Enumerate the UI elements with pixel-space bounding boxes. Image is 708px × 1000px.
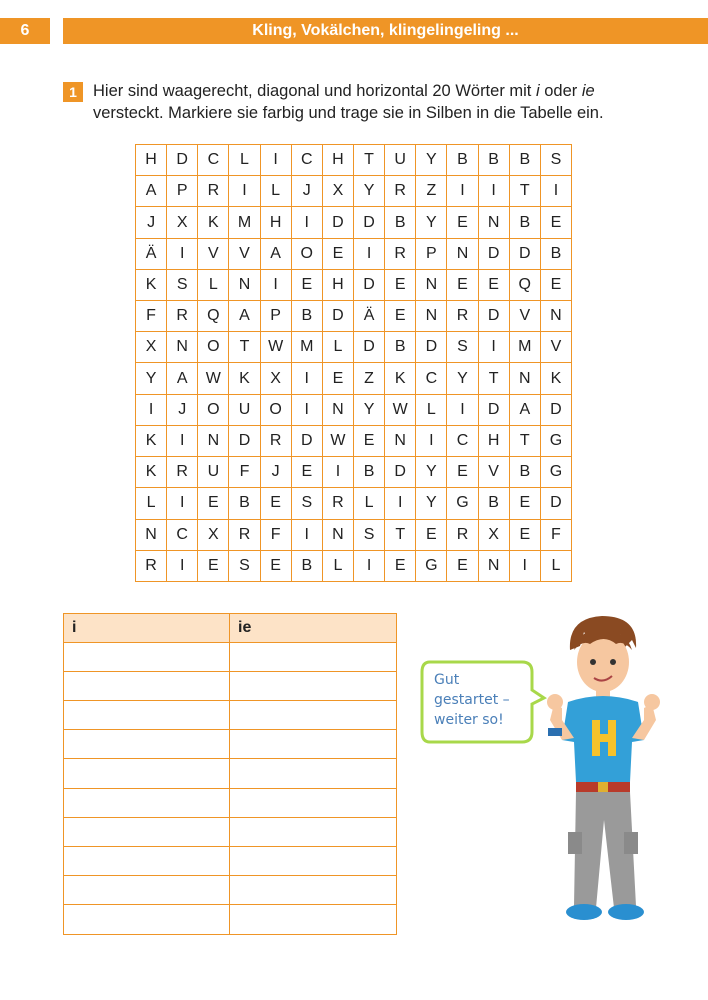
letter-cell[interactable]: J xyxy=(136,207,167,238)
letter-cell[interactable]: P xyxy=(416,239,447,270)
letter-cell[interactable]: R xyxy=(385,176,416,207)
letter-cell[interactable]: B xyxy=(354,457,385,488)
letter-cell[interactable]: Ä xyxy=(354,301,385,332)
letter-cell[interactable]: D xyxy=(510,239,541,270)
task-instruction xyxy=(63,80,683,124)
letter-cell[interactable]: E xyxy=(510,520,541,551)
letter-cell[interactable]: V xyxy=(541,332,572,363)
letter-cell[interactable]: B xyxy=(229,488,260,519)
table-cell-ie[interactable] xyxy=(230,759,396,788)
letter-cell[interactable]: D xyxy=(292,426,323,457)
letter-cell[interactable]: D xyxy=(354,332,385,363)
table-cell-i[interactable] xyxy=(64,759,230,788)
letter-cell[interactable]: M xyxy=(292,332,323,363)
letter-cell[interactable]: K xyxy=(198,207,229,238)
letter-cell[interactable]: E xyxy=(261,551,292,582)
letter-cell[interactable]: I xyxy=(510,551,541,582)
table-cell-ie[interactable] xyxy=(230,818,396,847)
task-text xyxy=(93,80,683,124)
letter-cell[interactable]: J xyxy=(167,395,198,426)
letter-cell[interactable]: X xyxy=(167,207,198,238)
letter-cell[interactable]: I xyxy=(416,426,447,457)
letter-cell[interactable]: F xyxy=(261,520,292,551)
letter-cell[interactable]: D xyxy=(541,395,572,426)
letter-cell[interactable]: C xyxy=(416,363,447,394)
task-text-part: oder xyxy=(539,82,582,100)
letter-cell[interactable]: Y xyxy=(354,176,385,207)
table-cell-i[interactable] xyxy=(64,876,230,905)
letter-cell[interactable]: V xyxy=(479,457,510,488)
column-header-i: i xyxy=(64,614,230,643)
letter-cell[interactable]: F xyxy=(136,301,167,332)
letter-cell[interactable]: C xyxy=(292,145,323,176)
letter-cell[interactable]: L xyxy=(323,551,354,582)
column-header-ie: ie xyxy=(230,614,396,643)
letter-cell[interactable]: E xyxy=(447,551,478,582)
table-cell-i[interactable] xyxy=(64,672,230,701)
letter-cell[interactable]: V xyxy=(198,239,229,270)
letter-cell[interactable]: N xyxy=(323,395,354,426)
page-header xyxy=(0,18,708,44)
letter-cell[interactable]: I xyxy=(167,488,198,519)
letter-cell[interactable]: E xyxy=(292,457,323,488)
table-cell-ie[interactable] xyxy=(230,847,396,876)
letter-cell[interactable]: D xyxy=(354,207,385,238)
table-cell-i[interactable] xyxy=(64,701,230,730)
letter-cell[interactable]: R xyxy=(229,520,260,551)
letter-cell[interactable]: L xyxy=(136,488,167,519)
letter-cell[interactable]: N xyxy=(510,363,541,394)
letter-cell[interactable]: C xyxy=(198,145,229,176)
letter-cell[interactable]: B xyxy=(447,145,478,176)
letter-cell[interactable]: I xyxy=(447,176,478,207)
letter-cell[interactable]: S xyxy=(541,145,572,176)
letter-cell[interactable]: I xyxy=(541,176,572,207)
letter-cell[interactable]: N xyxy=(229,270,260,301)
letter-cell[interactable]: N xyxy=(479,207,510,238)
letter-cell[interactable]: L xyxy=(229,145,260,176)
bubble-line: gestartet – xyxy=(434,692,510,708)
letter-cell[interactable]: I xyxy=(167,239,198,270)
letter-cell[interactable]: I xyxy=(354,551,385,582)
letter-cell[interactable]: I xyxy=(479,176,510,207)
letter-cell[interactable]: S xyxy=(292,488,323,519)
letter-cell[interactable]: V xyxy=(510,301,541,332)
letter-cell[interactable]: N xyxy=(136,520,167,551)
letter-cell[interactable]: F xyxy=(229,457,260,488)
letter-cell[interactable]: I xyxy=(292,207,323,238)
letter-cell[interactable]: W xyxy=(198,363,229,394)
table-cell-ie[interactable] xyxy=(230,876,396,905)
letter-cell[interactable]: E xyxy=(479,270,510,301)
letter-cell[interactable]: D xyxy=(323,301,354,332)
letter-cell[interactable]: X xyxy=(323,176,354,207)
letter-cell[interactable]: E xyxy=(510,488,541,519)
letter-cell[interactable]: S xyxy=(229,551,260,582)
letter-cell[interactable]: N xyxy=(541,301,572,332)
mascot-boy-illustration xyxy=(540,610,670,945)
letter-cell[interactable]: E xyxy=(385,301,416,332)
letter-cell[interactable]: P xyxy=(261,301,292,332)
letter-cell[interactable]: A xyxy=(229,301,260,332)
letter-cell[interactable]: H xyxy=(323,270,354,301)
letter-cell[interactable]: E xyxy=(261,488,292,519)
letter-cell[interactable]: U xyxy=(198,457,229,488)
letter-cell[interactable]: W xyxy=(261,332,292,363)
letter-cell[interactable]: D xyxy=(385,457,416,488)
table-cell-i[interactable] xyxy=(64,847,230,876)
letter-cell[interactable]: J xyxy=(261,457,292,488)
letter-cell[interactable]: I xyxy=(167,426,198,457)
letter-cell[interactable]: I xyxy=(323,457,354,488)
letter-cell[interactable]: Z xyxy=(354,363,385,394)
letter-cell[interactable]: R xyxy=(136,551,167,582)
letter-cell[interactable]: T xyxy=(385,520,416,551)
letter-cell[interactable]: L xyxy=(323,332,354,363)
letter-cell[interactable]: N xyxy=(479,551,510,582)
letter-cell[interactable]: B xyxy=(292,301,323,332)
letter-cell[interactable]: O xyxy=(198,332,229,363)
letter-cell[interactable]: N xyxy=(447,239,478,270)
letter-cell[interactable]: B xyxy=(479,145,510,176)
letter-cell[interactable]: W xyxy=(323,426,354,457)
letter-cell[interactable]: U xyxy=(229,395,260,426)
letter-cell[interactable]: G xyxy=(416,551,447,582)
letter-cell[interactable]: X xyxy=(261,363,292,394)
letter-cell[interactable]: L xyxy=(541,551,572,582)
letter-cell[interactable]: U xyxy=(385,145,416,176)
letter-cell[interactable]: B xyxy=(479,488,510,519)
letter-cell[interactable]: Y xyxy=(416,488,447,519)
letter-cell[interactable]: I xyxy=(136,395,167,426)
letter-cell[interactable]: D xyxy=(229,426,260,457)
table-cell-ie[interactable] xyxy=(230,643,396,672)
letter-cell[interactable]: R xyxy=(447,520,478,551)
letter-cell[interactable]: Y xyxy=(416,145,447,176)
letter-cell[interactable]: R xyxy=(167,301,198,332)
letter-cell[interactable]: E xyxy=(447,207,478,238)
letter-cell[interactable]: D xyxy=(479,239,510,270)
letter-cell[interactable]: Z xyxy=(416,176,447,207)
letter-cell[interactable]: G xyxy=(447,488,478,519)
letter-cell[interactable]: B xyxy=(510,457,541,488)
letter-cell[interactable]: G xyxy=(541,426,572,457)
letter-cell[interactable]: K xyxy=(136,270,167,301)
letter-cell[interactable]: B xyxy=(292,551,323,582)
letter-cell[interactable]: S xyxy=(354,520,385,551)
bubble-text xyxy=(434,670,510,730)
task-number: 1 xyxy=(63,82,83,102)
bubble-line: Gut xyxy=(434,672,460,688)
task-text-i: i xyxy=(535,82,540,100)
letter-cell[interactable]: T xyxy=(229,332,260,363)
letter-cell[interactable]: I xyxy=(261,145,292,176)
letter-cell[interactable]: E xyxy=(447,270,478,301)
letter-cell[interactable]: H xyxy=(479,426,510,457)
letter-cell[interactable]: E xyxy=(416,520,447,551)
table-cell-i[interactable] xyxy=(64,818,230,847)
letter-cell[interactable]: Q xyxy=(198,301,229,332)
letter-cell[interactable]: N xyxy=(167,332,198,363)
task-text-part: Hier sind waagerecht, diagonal und horizontal 20 Wörter mit xyxy=(93,82,536,100)
letter-cell[interactable]: O xyxy=(292,239,323,270)
syllable-table xyxy=(63,613,397,935)
letter-cell[interactable]: I xyxy=(292,520,323,551)
table-cell-ie[interactable] xyxy=(230,730,396,759)
table-cell-i[interactable] xyxy=(64,905,230,934)
letter-cell[interactable]: I xyxy=(229,176,260,207)
letter-cell[interactable]: O xyxy=(198,395,229,426)
letter-cell[interactable]: N xyxy=(385,426,416,457)
letter-cell[interactable]: E xyxy=(292,270,323,301)
table-cell-ie[interactable] xyxy=(230,789,396,818)
letter-cell[interactable]: K xyxy=(136,457,167,488)
letter-cell[interactable]: O xyxy=(261,395,292,426)
letter-cell[interactable]: H xyxy=(136,145,167,176)
letter-cell[interactable]: Y xyxy=(416,457,447,488)
letter-cell[interactable]: T xyxy=(510,426,541,457)
task-text-ie: ie xyxy=(581,82,595,100)
letter-cell[interactable]: A xyxy=(167,363,198,394)
letter-cell[interactable]: C xyxy=(167,520,198,551)
letter-cell[interactable]: T xyxy=(354,145,385,176)
letter-cell[interactable]: H xyxy=(323,145,354,176)
letter-cell[interactable]: E xyxy=(323,239,354,270)
letter-cell[interactable]: B xyxy=(541,239,572,270)
letter-cell[interactable]: X xyxy=(198,520,229,551)
letter-cell[interactable]: D xyxy=(479,395,510,426)
letter-cell[interactable]: B xyxy=(510,207,541,238)
letter-cell[interactable]: H xyxy=(261,207,292,238)
letter-cell[interactable]: P xyxy=(167,176,198,207)
table-cell-ie[interactable] xyxy=(230,905,396,934)
letter-cell[interactable]: I xyxy=(354,239,385,270)
letter-cell[interactable]: B xyxy=(385,332,416,363)
letter-cell[interactable]: E xyxy=(323,363,354,394)
letter-cell[interactable]: D xyxy=(479,301,510,332)
letter-cell[interactable]: A xyxy=(510,395,541,426)
letter-cell[interactable]: I xyxy=(292,363,323,394)
table-cell-ie[interactable] xyxy=(230,672,396,701)
letter-cell[interactable]: Ä xyxy=(136,239,167,270)
letter-cell[interactable]: Y xyxy=(447,363,478,394)
letter-cell[interactable]: X xyxy=(479,520,510,551)
letter-cell[interactable]: L xyxy=(261,176,292,207)
letter-cell[interactable]: R xyxy=(198,176,229,207)
table-cell-ie[interactable] xyxy=(230,701,396,730)
letter-cell[interactable]: I xyxy=(385,488,416,519)
letter-cell[interactable]: E xyxy=(447,457,478,488)
letter-cell[interactable]: I xyxy=(261,270,292,301)
letter-cell[interactable]: K xyxy=(385,363,416,394)
letter-cell[interactable]: S xyxy=(167,270,198,301)
letter-cell[interactable]: T xyxy=(510,176,541,207)
table-cell-i[interactable] xyxy=(64,643,230,672)
letter-cell[interactable]: G xyxy=(541,457,572,488)
letter-cell[interactable]: L xyxy=(416,395,447,426)
letter-cell[interactable]: V xyxy=(229,239,260,270)
letter-cell[interactable]: E xyxy=(541,207,572,238)
letter-cell[interactable]: I xyxy=(292,395,323,426)
letter-cell[interactable]: R xyxy=(167,457,198,488)
letter-cell[interactable]: R xyxy=(261,426,292,457)
letter-cell[interactable]: J xyxy=(292,176,323,207)
letter-cell[interactable]: E xyxy=(354,426,385,457)
letter-cell[interactable]: D xyxy=(354,270,385,301)
letter-cell[interactable]: X xyxy=(136,332,167,363)
letter-cell[interactable]: L xyxy=(354,488,385,519)
letter-cell[interactable]: I xyxy=(479,332,510,363)
letter-cell[interactable]: Q xyxy=(510,270,541,301)
letter-cell[interactable]: B xyxy=(510,145,541,176)
table-cell-i[interactable] xyxy=(64,730,230,759)
letter-cell[interactable]: D xyxy=(323,207,354,238)
letter-cell[interactable]: M xyxy=(510,332,541,363)
letter-cell[interactable]: M xyxy=(229,207,260,238)
word-search-grid xyxy=(135,144,572,582)
letter-cell[interactable]: Y xyxy=(416,207,447,238)
letter-cell[interactable]: Y xyxy=(136,363,167,394)
letter-cell[interactable]: R xyxy=(323,488,354,519)
letter-cell[interactable]: T xyxy=(479,363,510,394)
letter-cell[interactable]: K xyxy=(136,426,167,457)
letter-cell[interactable]: L xyxy=(198,270,229,301)
letter-cell[interactable]: A xyxy=(261,239,292,270)
letter-cell[interactable]: E xyxy=(198,551,229,582)
letter-cell[interactable]: A xyxy=(136,176,167,207)
letter-cell[interactable]: E xyxy=(198,488,229,519)
bubble-line: weiter so! xyxy=(434,712,504,728)
letter-cell[interactable]: Y xyxy=(354,395,385,426)
letter-cell[interactable]: E xyxy=(385,270,416,301)
task-text-line2: versteckt. Markiere sie farbig und trage sie in Silben in die Tabelle ein. xyxy=(93,104,604,122)
letter-cell[interactable]: S xyxy=(447,332,478,363)
letter-cell[interactable]: D xyxy=(416,332,447,363)
table-cell-i[interactable] xyxy=(64,789,230,818)
letter-cell[interactable]: K xyxy=(229,363,260,394)
letter-cell[interactable]: I xyxy=(167,551,198,582)
letter-cell[interactable]: R xyxy=(447,301,478,332)
letter-cell[interactable]: I xyxy=(447,395,478,426)
letter-cell[interactable]: K xyxy=(541,363,572,394)
letter-cell[interactable]: D xyxy=(167,145,198,176)
letter-cell[interactable]: N xyxy=(416,301,447,332)
letter-cell[interactable]: R xyxy=(385,239,416,270)
letter-cell[interactable]: D xyxy=(541,488,572,519)
letter-cell[interactable]: W xyxy=(385,395,416,426)
page-number: 6 xyxy=(0,18,50,44)
speech-bubble xyxy=(420,660,560,749)
letter-cell[interactable]: E xyxy=(541,270,572,301)
letter-cell[interactable]: E xyxy=(385,551,416,582)
letter-cell[interactable]: B xyxy=(385,207,416,238)
letter-cell[interactable]: N xyxy=(323,520,354,551)
chapter-title: Kling, Vokälchen, klingelingeling ... xyxy=(63,18,708,44)
letter-cell[interactable]: F xyxy=(541,520,572,551)
letter-cell[interactable]: N xyxy=(416,270,447,301)
letter-cell[interactable]: N xyxy=(198,426,229,457)
letter-cell[interactable]: C xyxy=(447,426,478,457)
